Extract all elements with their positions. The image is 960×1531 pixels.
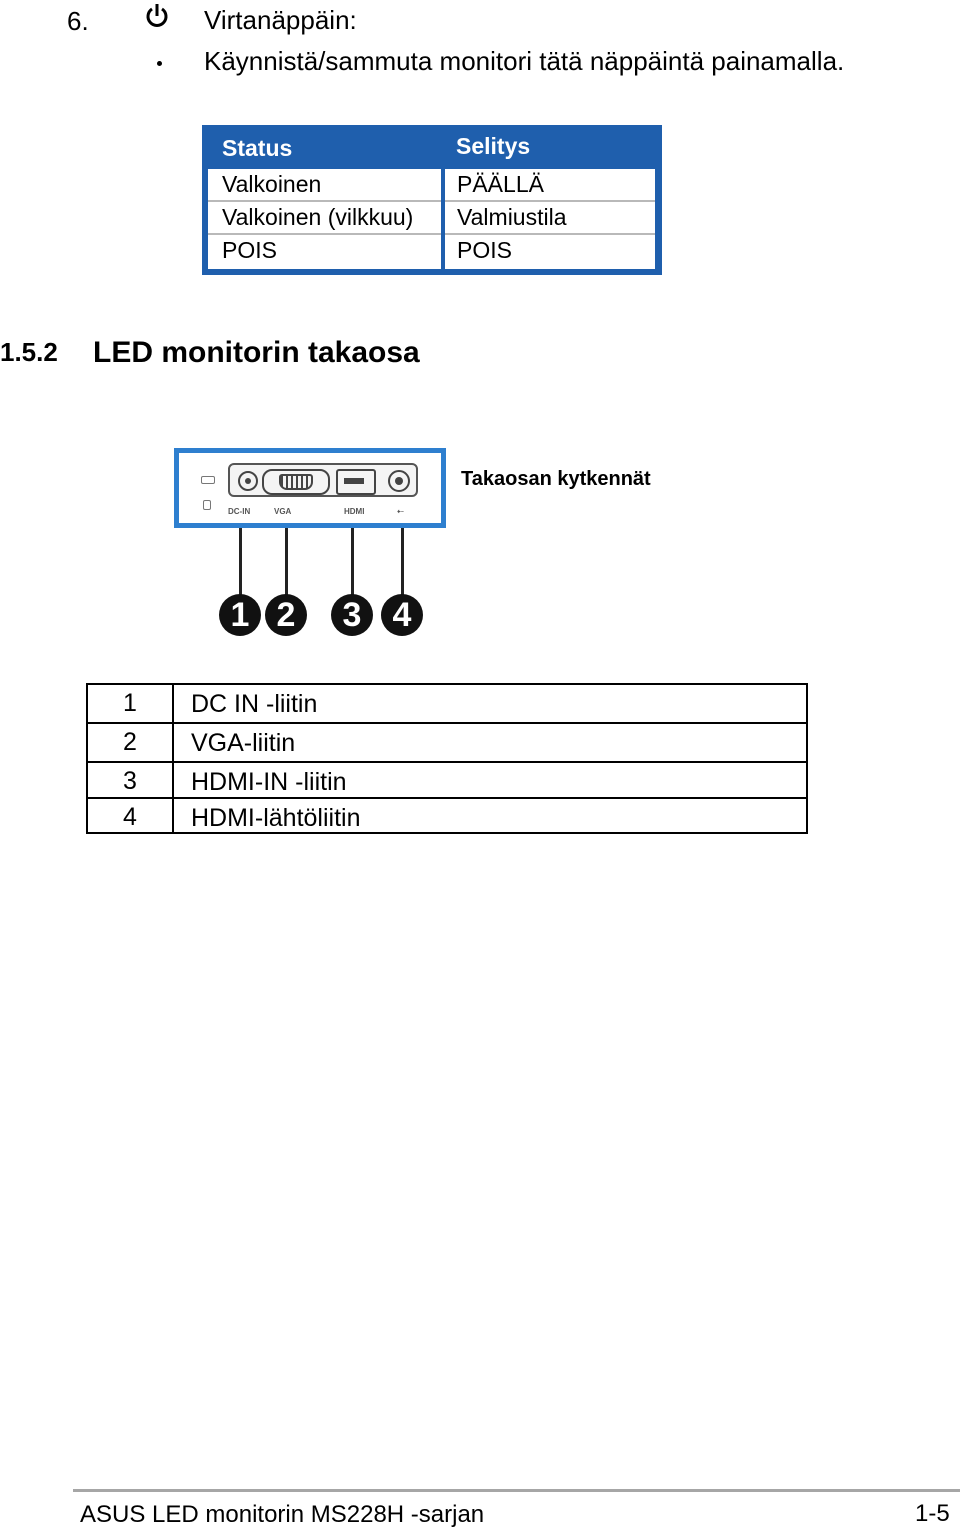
column-divider	[172, 685, 174, 832]
rear-panel-illustration	[174, 448, 446, 528]
item-number: 6.	[67, 6, 89, 36]
table-row	[88, 685, 806, 722]
connector-table	[86, 683, 808, 834]
dc-in-port-icon	[238, 471, 258, 491]
status-header: Status	[222, 135, 293, 161]
connector-strip	[228, 463, 418, 497]
bullet-dot	[157, 61, 162, 66]
table-row	[88, 797, 806, 836]
callout-4: 4	[381, 594, 423, 636]
panel-label-out: ⇠	[397, 507, 404, 516]
callout-3: 3	[331, 594, 373, 636]
description-cell: PÄÄLLÄ	[457, 171, 544, 197]
row-number: 4	[123, 803, 137, 831]
row-text: HDMI-IN -liitin	[191, 768, 347, 796]
row-text: VGA-liitin	[191, 729, 296, 757]
power-icon	[143, 2, 171, 30]
hdmi-port-icon	[336, 469, 376, 495]
item-title: Virtanäppäin:	[204, 5, 357, 35]
table-row	[208, 200, 655, 233]
leader-line	[351, 528, 354, 598]
bullet-text: Käynnistä/sammuta monitori tätä näppäintä painamalla.	[204, 46, 845, 76]
row-number: 3	[123, 767, 137, 795]
row-text: HDMI-lähtöliitin	[191, 804, 361, 832]
footer-rule	[73, 1489, 960, 1492]
table-row	[88, 761, 806, 800]
status-cell: Valkoinen (vilkkuu)	[222, 204, 414, 230]
leader-line	[285, 528, 288, 598]
section-number: 1.5.2	[0, 337, 58, 367]
status-table	[202, 125, 662, 275]
row-number: 1	[123, 689, 137, 717]
description-header: Selitys	[456, 133, 531, 159]
leader-line	[239, 528, 242, 598]
table-row	[208, 233, 655, 266]
panel-label-dc-in: DC-IN	[228, 507, 251, 516]
table-row	[208, 169, 655, 200]
column-divider	[441, 169, 445, 269]
lock-icon	[203, 500, 211, 510]
footer-title: ASUS LED monitorin MS228H -sarjan	[80, 1501, 485, 1528]
section-title: LED monitorin takaosa	[93, 336, 420, 369]
figure-caption: Takaosan kytkennät	[461, 468, 651, 490]
description-cell: Valmiustila	[457, 204, 567, 230]
page-number: 1-5	[915, 1500, 950, 1527]
leader-line	[401, 528, 404, 598]
row-text: DC IN -liitin	[191, 690, 318, 718]
status-cell: Valkoinen	[222, 171, 322, 197]
row-number: 2	[123, 728, 137, 756]
audio-out-port-icon	[388, 470, 410, 492]
status-table-body	[208, 169, 655, 269]
table-row	[88, 722, 806, 761]
vga-port-icon	[262, 469, 330, 495]
callout-1: 1	[219, 594, 261, 636]
panel-label-vga: VGA	[274, 507, 292, 516]
callout-2: 2	[265, 594, 307, 636]
panel-label-hdmi: HDMI	[344, 507, 365, 516]
description-cell: POIS	[457, 237, 512, 263]
status-cell: POIS	[222, 237, 277, 263]
kensington-slot-icon	[201, 476, 215, 484]
